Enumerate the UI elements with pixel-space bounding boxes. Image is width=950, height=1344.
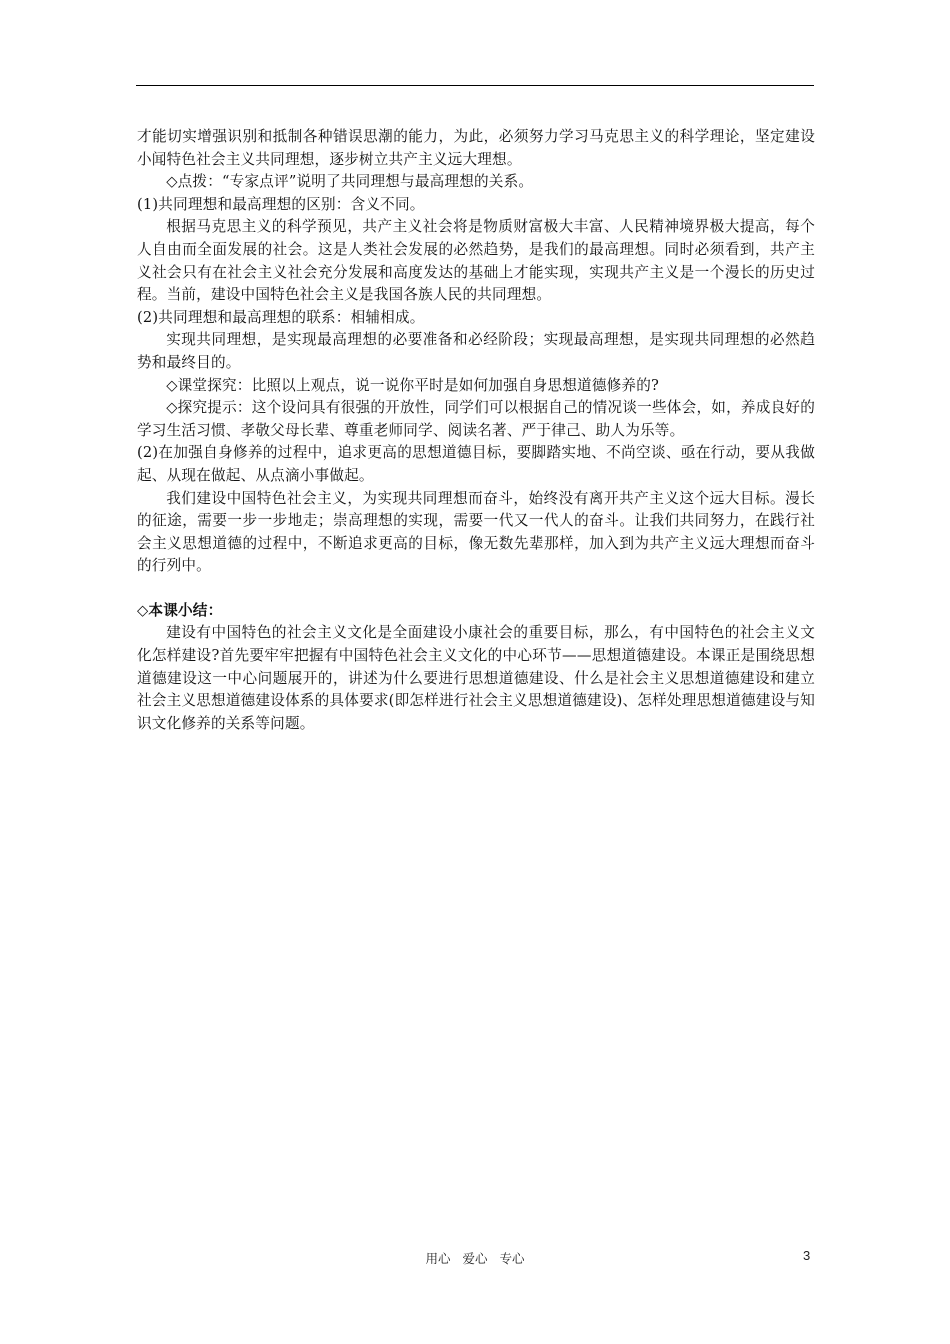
paragraph-difference-heading: (1)共同理想和最高理想的区别：含义不同。 <box>137 195 425 213</box>
paragraph-conclusion: 我们建设中国特色社会主义，为实现共同理想而奋斗，始终没有离开共产主义这个远大目标。漫长的征途，需要一步一步地走；崇高理想的实现，需要一代又一代人的奋斗。让我们共同努力，在践行社会主义思想道德的过程中，不断追求更高的目标，像无数先辈那样，加入到为共产主义远大理想而奋斗的行列中。 <box>137 489 815 575</box>
paragraph-inquiry-hint: ◇探究提示：这个设问具有很强的开放性，同学们可以根据自己的情况谈一些体会，如，养成良好的学习生活习惯、孝敬父母长辈、尊重老师同学、阅读名著、严于律己、助人为乐等。 <box>137 399 815 439</box>
paragraph-connection-heading: (2)共同理想和最高理想的联系：相辅相成。 <box>137 308 425 326</box>
paragraph-class-inquiry: ◇课堂探究：比照以上观点，说一说你平时是如何加强自身思想道德修养的? <box>166 376 660 394</box>
paragraph-connection-body: 实现共同理想，是实现最高理想的必要准备和必经阶段；实现最高理想，是实现共同理想的必然趋势和最终目的。 <box>137 331 815 371</box>
document-body <box>137 126 815 735</box>
footer-motto: 用心 爱心 专心 <box>425 1251 525 1266</box>
section-gap <box>137 578 815 600</box>
header-rule <box>136 85 814 86</box>
paragraph-difference-body: 根据马克思主义的科学预见，共产主义社会将是物质财富极大丰富、人民精神境界极大提高，每个人自由而全面发展的社会。这是人类社会发展的必然趋势，是我们的最高理想。同时必须看到，共产主义社会只有在社会主义社会充分发展和高度发达的基础上才能实现，实现共产主义是一个漫长的历史过程。当前，建设中国特色社会主义是我国各族人民的共同理想。 <box>137 218 815 304</box>
paragraph-self-cultivation: (2)在加强自身修养的过程中，追求更高的思想道德目标，要脚踏实地、不尚空谈、亟在行动，要从我做起、从现在做起、从点滴小事做起。 <box>137 444 815 484</box>
summary-text: 建设有中国特色的社会主义文化是全面建设小康社会的重要目标，那么，有中国特色的社会主义文化怎样建设?首先要牢牢把握有中国特色社会主义文化的中心环节——思想道德建设。本课正是围绕思想道德建设这一中心问题展开的，讲述为什么要进行思想道德建设、什么是社会主义思想道德建设和建立社会主义思想道德建设体系的具体要求(即怎样进行社会主义思想道德建设)、怎样处理思想道德建设与知识文化修养的关系等问题。 <box>137 624 815 732</box>
paragraph-continuation: 才能切实增强识别和抵制各种错误思潮的能力，为此，必须努力学习马克思主义的科学理论，坚定建设小闻特色社会主义共同理想，逐步树立共产主义远大理想。 <box>137 128 815 168</box>
page-number: 3 <box>803 1248 811 1263</box>
summary-heading: ◇本课小结： <box>137 601 223 619</box>
paragraph-tip: ◇点拨：“专家点评”说明了共同理想与最高理想的关系。 <box>166 173 534 191</box>
